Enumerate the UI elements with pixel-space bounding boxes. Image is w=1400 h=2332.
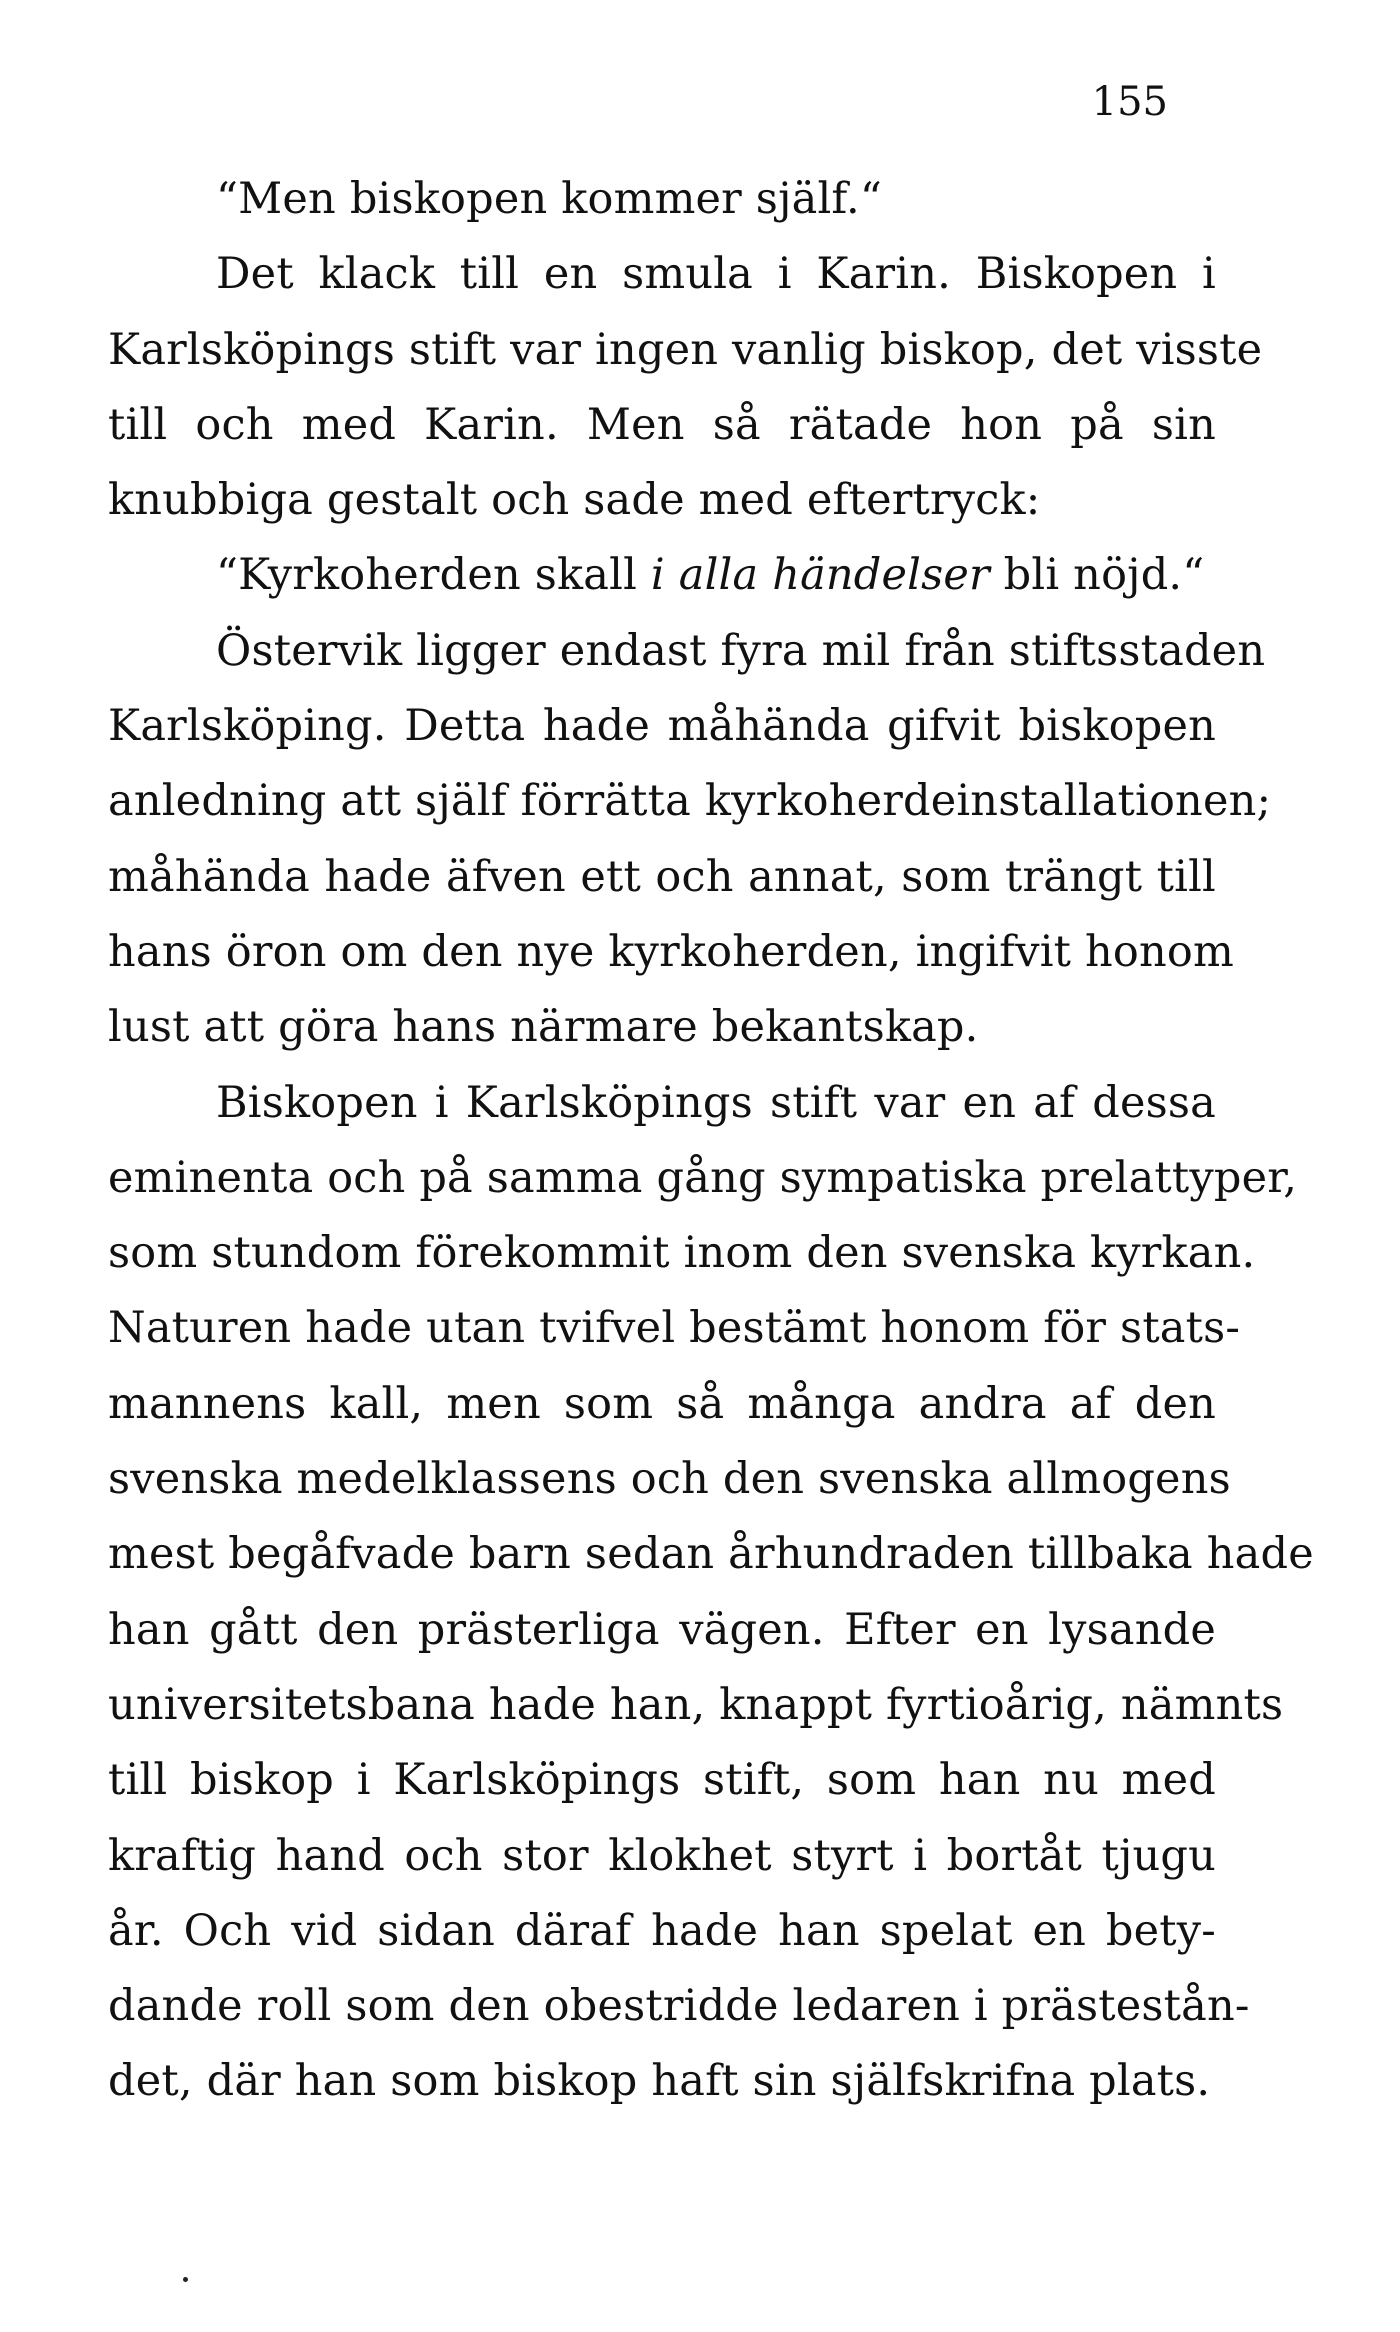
text-line: Östervik ligger endast fyra mil från stiftsstaden: [216, 625, 1266, 676]
text-line: hans öron om den nye kyrkoherden, ingifvit honom: [108, 926, 1234, 977]
text-line: han gått den prästerliga vägen. Efter en lysande: [108, 1604, 1216, 1655]
text-line: Karlsköpings stift var ingen vanlig biskop, det visste: [108, 324, 1263, 375]
text-line: lust att göra hans närmare bekantskap.: [108, 1002, 979, 1053]
text-line: måhända hade äfven ett och annat, som trängt till: [108, 851, 1216, 902]
text-line: universitetsbana hade han, knappt fyrtioårig, nämnts: [108, 1679, 1284, 1730]
text-line: det, där han som biskop haft sin själfskrifna plats.: [108, 2056, 1211, 2107]
text-line: knubbiga gestalt och sade med eftertryck:: [108, 475, 1041, 526]
body-text: [108, 162, 1314, 2120]
text-line: år. Och vid sidan däraf hade han spelat en bety-: [108, 1905, 1216, 1956]
text-line: Karlsköping. Detta hade måhända gifvit biskopen: [108, 701, 1216, 752]
text-line-with-italic: [108, 538, 1216, 613]
text-line: till och med Karin. Men så rätade hon på sin: [108, 399, 1216, 450]
text-line: som stundom förekommit inom den svenska kyrkan.: [108, 1228, 1256, 1279]
text-run: bli nöjd.“: [989, 550, 1205, 601]
italic-text-run: i alla händelser: [650, 550, 990, 601]
text-line: mest begåfvade barn sedan århundraden tillbaka hade: [108, 1529, 1314, 1580]
text-line: Biskopen i Karlsköpings stift var en af dessa: [216, 1077, 1216, 1128]
text-line: “Men biskopen kommer själf.“: [216, 174, 883, 224]
text-line: eminenta och på samma gång sympatiska prelattyper,: [108, 1152, 1298, 1203]
text-line: till biskop i Karlsköpings stift, som han nu med: [108, 1755, 1216, 1806]
text-line: svenska medelklassens och den svenska allmogens: [108, 1454, 1231, 1505]
print-speck: [183, 2277, 188, 2282]
text-line: anledning att själf förrätta kyrkoherdeinstallationen;: [108, 776, 1272, 827]
text-line: dande roll som den obestridde ledaren i prästestån-: [108, 1981, 1250, 2032]
text-run: “Kyrkoherden skall: [216, 550, 651, 601]
page-number: 155: [1091, 79, 1168, 125]
text-line: Naturen hade utan tvifvel bestämt honom för stats-: [108, 1303, 1241, 1354]
text-line: mannens kall, men som så många andra af den: [108, 1378, 1216, 1429]
text-line: kraftig hand och stor klokhet styrt i bortåt tjugu: [108, 1830, 1216, 1881]
text-line: Det klack till en smula i Karin. Biskopen i: [216, 249, 1216, 300]
